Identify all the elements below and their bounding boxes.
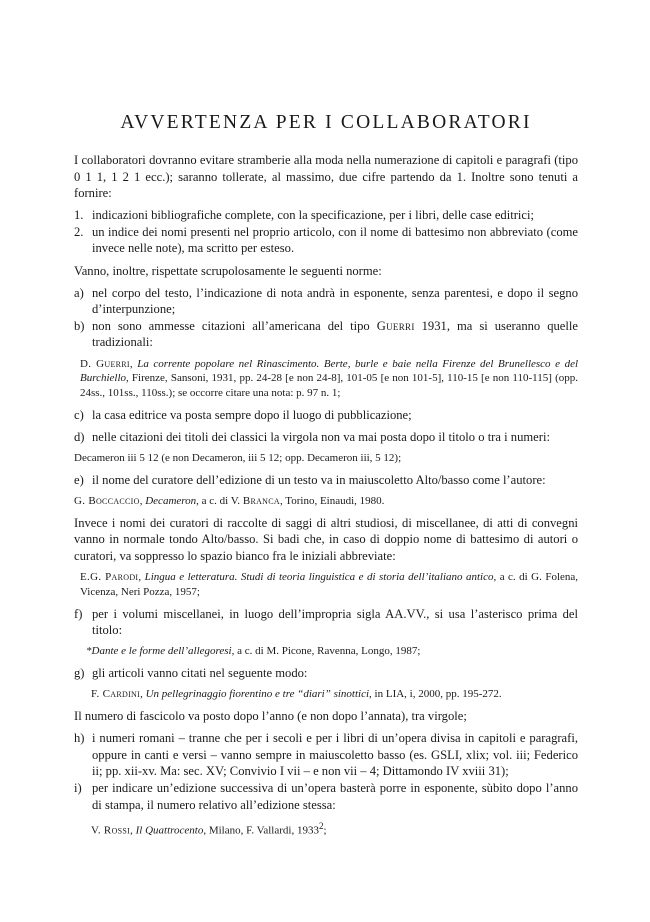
example-guerri: D. Guerri, La corrente popolare nel Rinascimento. Berte, burle e baie nella Firenze del Brunellesco e del Burchiello, Firenze, Sansoni, 1931, pp. 24-28 [e non 24-8], 101-05 [e non 101-5], 110-15 [e non 110-115] (opp. 24ss., 101ss., 110ss.); se occorre citare una nota: p. 97 n. 1; [80, 357, 579, 400]
rule-a: a) nel corpo del testo, l’indicazione di nota andrà in esponente, senza parentesi, e dopo il segno d’interpunzione; [74, 285, 578, 317]
rule-d: d) nelle citazioni dei titoli dei classici la virgola non va mai posta dopo il titolo o tra i numeri: [74, 430, 550, 445]
intro-paragraph: I collaboratori dovranno evitare stramberie alla moda nella numerazione di capitoli e paragrafi (tipo 0 1 1, 1 2 1 ecc.); saranno tollerate, al massimo, due cifre partendo da 1. Inoltre sono tenuti a fornire: [74, 153, 578, 201]
example-cardini: F. Cardini, Un pellegrinaggio fiorentino e tre “diari” sinottici, in LIA, i, 2000, pp. 195-272. [91, 688, 502, 701]
numbered-item-2: 2. un indice dei nomi presenti nel proprio articolo, con il nome di battesimo non abbreviato (come invece nelle note), ma scritto per esteso. [74, 224, 578, 256]
example-boccaccio: G. Boccaccio, Decameron, a c. di V. Branca, Torino, Einaudi, 1980. [74, 495, 385, 507]
page-title: AVVERTENZA PER I COLLABORATORI [120, 112, 532, 133]
rule-i: i) per indicare un’edizione successiva di un’opera basterà porre in esponente, sùbito dopo l’anno di stampa, il numero relativo all’edizione stessa: [74, 780, 578, 812]
example-decameron: Decameron iii 5 12 (e non Decameron, iii 5 12; opp. Decameron iii, 5 12); [74, 452, 402, 465]
example-parodi: E.G. Parodi, Lingua e letteratura. Studi di teoria linguistica e di storia dell’italiano antico, a c. di G. Folena, Vicenza, Neri Pozza, 1957; [80, 571, 579, 598]
numbered-item-1: 1. indicazioni bibliografiche complete, con la specificazione, per i libri, delle case editrici; [74, 208, 534, 223]
example-dante: *Dante e le forme dell’allegoresi, a c. di M. Picone, Ravenna, Longo, 1987; [86, 645, 421, 658]
example-rossi: V. Rossi, Il Quattrocento, Milano, F. Vallardi, 1933$^2$; [91, 820, 327, 837]
rule-g: g) gli articoli vanno citati nel seguente modo: [74, 666, 308, 681]
rule-f: f) per i volumi miscellanei, in luogo dell’impropria sigla AA.VV., si usa l’asterisco prima del titolo: [74, 606, 578, 638]
page-body [74, 152, 578, 844]
rule-e: e) il nome del curatore dell’edizione di un testo va in maiuscoletto Alto/basso come l’autore: [74, 472, 546, 487]
rule-b: b) non sono ammesse citazioni all’americana del tipo Guerri 1931, ma si useranno quelle tradizionali: [74, 318, 578, 350]
fascicolo-paragraph: Il numero di fascicolo va posto dopo l’anno (e non dopo l’annata), tra virgole; [74, 709, 467, 724]
rule-h: h) i numeri romani – tranne che per i secoli e per i libri di un’opera divisa in capitoli e paragrafi, oppure in canti e versi – vanno sempre in maiuscoletto basso (es. GSLI, xlix; vol. iii; Federico ii; pp. xii-xv. Ma: sec. XV; Convivio I vii – e non vii – 4; Dittamondo IV xviii 31); [74, 731, 578, 779]
rule-c: c) la casa editrice va posta sempre dopo il luogo di pubblicazione; [74, 407, 412, 422]
curatori-paragraph: Invece i nomi dei curatori di raccolte di saggi di altri studiosi, di miscellanee, di atti di convegni vanno in normale tondo Alto/basso. Si badi che, in caso di doppio nome di battesimo di autori o curatori, va soppresso lo spazio bianco fra le iniziali abbreviate: [74, 515, 578, 563]
norms-intro: Vanno, inoltre, rispettate scrupolosamente le seguenti norme: [74, 263, 382, 278]
